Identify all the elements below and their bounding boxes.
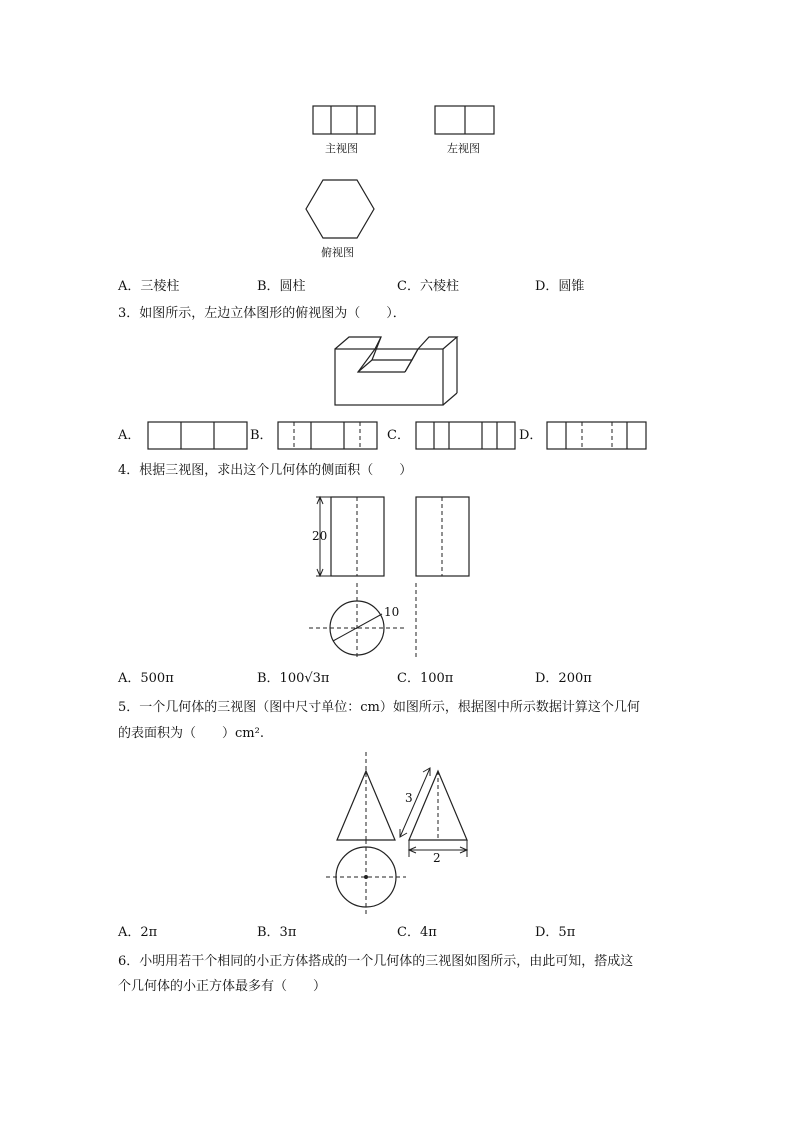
q2-left-view-caption: 左视图 [447,142,480,155]
q3-option-a-label[interactable]: A． [118,428,141,443]
q2-front-view [313,106,375,134]
q3-solid-figure [335,337,457,405]
q6-stem-line2: 个几何体的小正方体最多有（ ） [118,979,327,994]
q6-stem-line1: 6．小明用若干个相同的小正方体搭成的一个几何体的三视图如图所示，由此可知，搭成这 [118,954,634,969]
q2-option-c[interactable]: C．六棱柱 [397,279,459,294]
q3-stem: 3．如图所示，左边立体图形的俯视图为（ ）． [118,306,406,321]
q3-option-b-label[interactable]: B． [250,428,273,443]
q2-option-d[interactable]: D．圆锥 [535,279,585,294]
q5-slant-label: 3 [405,791,413,805]
q5-stem-line2: 的表面积为（ ）cm². [118,726,264,741]
q2-left-view [435,106,494,134]
q2-top-view-caption: 俯视图 [321,246,354,259]
q3-option-a-figure[interactable] [148,422,247,449]
q3-option-d-figure[interactable] [547,422,646,449]
q4-option-c[interactable]: C．100π [397,671,454,686]
q2-option-b[interactable]: B．圆柱 [257,279,306,294]
q4-side-view [416,497,469,660]
q5-option-d[interactable]: D．5π [535,925,576,940]
q5-front-view-cone [337,752,395,840]
q2-top-view-hexagon [306,180,374,238]
q4-front-view [312,497,384,576]
q4-stem: 4．根据三视图，求出这个几何体的侧面积（ ） [118,463,413,478]
q4-option-b[interactable]: B．100√3π [257,671,330,686]
q4-option-d[interactable]: D．200π [535,671,592,686]
q5-option-b[interactable]: B．3π [257,925,297,940]
q3-option-c-figure[interactable] [416,422,515,449]
q4-radius-label: 10 [384,605,400,619]
q3-option-b-figure[interactable] [278,422,377,449]
q5-base-label: 2 [433,851,441,865]
q4-height-label: 20 [312,529,328,543]
q2-option-a[interactable]: A．三棱柱 [118,279,180,294]
q5-side-view-cone [400,768,467,865]
q5-top-view-circle [326,840,406,915]
q3-option-d-label[interactable]: D． [519,428,543,443]
q5-option-c[interactable]: C．4π [397,925,437,940]
q4-option-a[interactable]: A．500π [118,671,174,686]
q5-option-a[interactable]: A．2π [118,925,158,940]
q3-option-c-label[interactable]: C． [387,428,410,443]
q5-stem-line1: 5．一个几何体的三视图（图中尺寸单位：cm）如图所示，根据图中所示数据计算这个几何 [118,700,640,715]
q4-top-view-circle [309,583,405,660]
q2-front-view-caption: 主视图 [325,142,358,155]
